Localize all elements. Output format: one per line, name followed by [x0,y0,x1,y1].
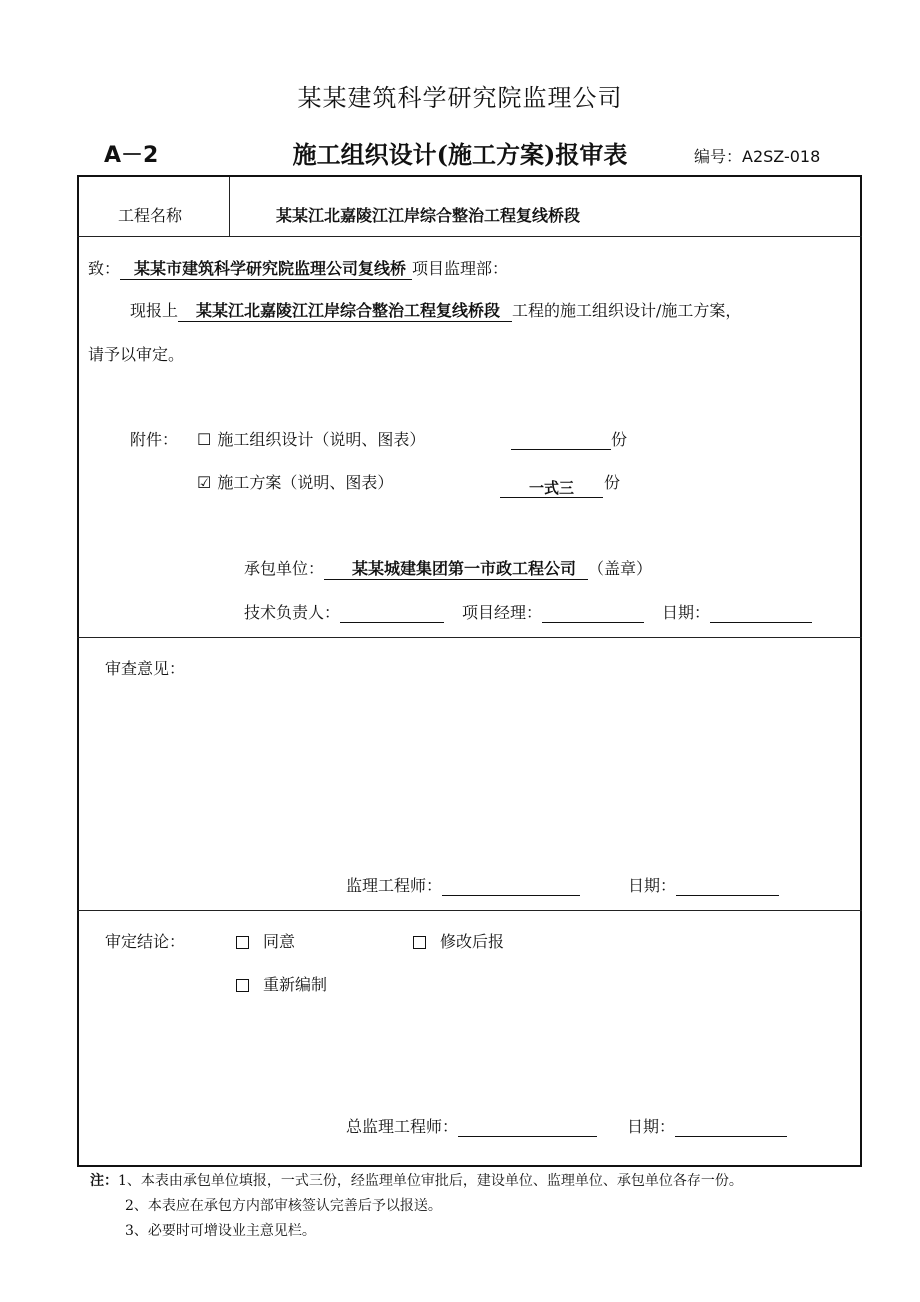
serial-value: A2SZ-018 [742,147,821,166]
contractor-line [244,556,652,580]
option-redo[interactable] [236,972,327,995]
attachment-label: 施工方案（说明、图表） [217,473,394,492]
attachment-unit: 份 [611,430,628,449]
row-divider-project [77,236,862,237]
conclusion-date-label: 日期： [627,1117,676,1136]
attachment-count[interactable] [511,433,611,450]
contractor-signatures [244,600,812,623]
form-title: 施工组织设计(施工方案)报审表 [292,140,628,169]
conclusion-date[interactable] [675,1120,787,1137]
project-manager-label: 项目经理： [462,603,543,622]
project-name-value: 某某江北嘉陵江江岸综合整治工程复线桥段 [276,206,581,225]
project-name-label: 工程名称 [118,206,183,225]
option-label: 修改后报 [440,932,505,951]
to-label: 致： [88,259,121,278]
checkbox-checked-icon[interactable]: ☑ [197,473,212,492]
addressee-line [88,256,508,280]
report-line [130,298,741,322]
company-name: 某某建筑科学研究院监理公司 [297,84,623,112]
note-item: 3、必要时可增设业主意见栏。 [125,1223,316,1239]
contractor-date[interactable] [710,606,812,623]
serial-label: 编号： [694,147,743,166]
conclusion-signature-line [346,1114,787,1137]
review-date-label: 日期： [628,876,677,895]
chief-engineer-label: 总监理工程师： [346,1117,459,1136]
form-table [77,175,862,1167]
checkbox-icon[interactable] [413,936,426,949]
tech-lead-label: 技术负责人： [244,603,341,622]
supervising-engineer-label: 监理工程师： [346,876,443,895]
contractor-value: 某某城建集团第一市政工程公司 [324,559,588,580]
option-label: 重新编制 [263,975,328,994]
notes-prefix: 注： [90,1173,118,1189]
option-label: 同意 [263,932,296,951]
option-approve[interactable] [236,929,295,952]
option-revise[interactable] [413,929,504,952]
tech-lead-signature[interactable] [340,606,444,623]
report-request: 请予以审定。 [88,345,185,364]
attachment-count[interactable]: 一式三 [500,479,603,498]
review-signature-line [346,873,779,896]
supervising-engineer-signature[interactable] [442,879,580,896]
column-divider-project [229,177,230,236]
review-date[interactable] [676,879,779,896]
attachment-label: 施工组织设计（说明、图表） [217,430,426,449]
report-project: 某某江北嘉陵江江岸综合整治工程复线桥段 [178,301,512,322]
attachment-count-field [511,427,627,450]
project-manager-signature[interactable] [542,606,644,623]
attachment-item [197,470,393,493]
report-prefix: 现报上 [130,301,179,320]
row-divider-conclusion [77,910,862,911]
attachments-label: 附件： [130,430,179,449]
attachment-item [197,427,425,450]
serial-number [694,144,820,167]
checkbox-empty-icon[interactable]: ☐ [197,430,212,449]
chief-engineer-signature[interactable] [458,1120,597,1137]
note-item: 2、本表应在承包方内部审核签认完善后予以报送。 [125,1198,442,1214]
note-line [90,1170,743,1190]
checkbox-icon[interactable] [236,936,249,949]
note-item: 1、本表由承包单位填报，一式三份，经监理单位审批后，建设单位、监理单位、承包单位各存一份。 [118,1173,743,1189]
contractor-label: 承包单位： [244,559,325,578]
addressee-value: 某某市建筑科学研究院监理公司复线桥 [120,259,412,280]
conclusion-label: 审定结论： [105,932,186,951]
contractor-seal: （盖章） [588,559,653,578]
review-opinion-label: 审查意见： [105,659,186,678]
contractor-date-label: 日期： [662,603,711,622]
row-divider-review [77,637,862,638]
form-code: A－2 [104,143,159,168]
checkbox-icon[interactable] [236,979,249,992]
attachment-unit: 份 [604,473,621,492]
report-suffix: 工程的施工组织设计/施工方案， [512,301,742,320]
addressee-suffix: 项目监理部： [412,259,509,278]
